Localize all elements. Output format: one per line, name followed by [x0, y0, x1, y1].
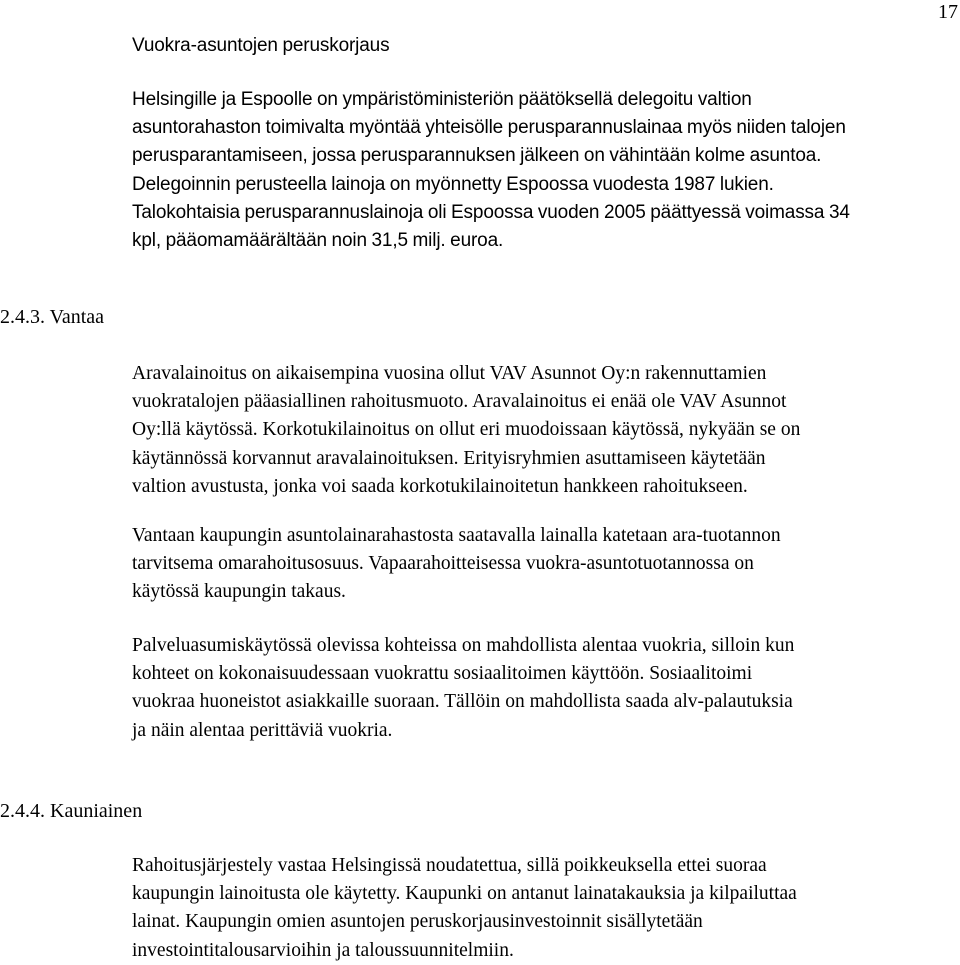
text-line: käytössä kaupungin takaus. [132, 581, 346, 603]
text-line: käytännössä korvannut aravalainoituksen. Erityisryhmien asuttamiseen käytetään [132, 447, 766, 469]
text-line: vuokraa huoneistot asiakkaille suoraan. Tällöin on mahdollista saada alv-palautuksia [132, 691, 793, 713]
section-title-renovation: Vuokra-asuntojen peruskorjaus [132, 35, 390, 56]
vantaa-paragraph-2 [132, 522, 958, 607]
text-line: lainat. Kaupungin omien asuntojen peruskorjausinvestoinnit sisällytetään [132, 911, 703, 933]
text-line: Aravalainoitus on aikaisempina vuosina ollut VAV Asunnot Oy:n rakennuttamien [132, 363, 767, 384]
text-line: Oy:llä käytössä. Korkotukilainoitus on ollut eri muodoissaan käytössä, nykyään se on [132, 419, 801, 441]
text-line: tarvitsema omarahoitusosuus. Vapaarahoitteisessa vuokra-asuntotuotannossa on [132, 553, 754, 575]
kauniainen-paragraph-1 [132, 852, 958, 965]
text-line: asuntorahaston toimivalta myöntää yhteisölle perusparannuslainaa myös niiden talojen [132, 117, 846, 139]
text-line: Helsingille ja Espoolle on ympäristöministeriön päätöksellä delegoitu valtion [132, 89, 752, 110]
text-line: Talokohtaisia perusparannuslainoja oli Espoossa vuoden 2005 päättyessä voimassa 34 [132, 201, 850, 223]
text-line: kaupungin lainoitusta ole käytetty. Kaupunki on antanut lainatakauksia ja kilpailuttaa [132, 883, 797, 905]
text-line: ja näin alentaa perittäviä vuokria. [132, 719, 393, 741]
text-line: kohteet on kokonaisuudessaan vuokrattu sosiaalitoimen käyttöön. Sosiaalitoimi [132, 663, 753, 685]
text-line: Vantaan kaupungin asuntolainarahastosta saatavalla lainalla katetaan ara-tuotannon [132, 525, 781, 546]
renovation-paragraph [132, 86, 958, 255]
text-line: valtion avustusta, jonka voi saada korkotukilainoitetun hankkeen rahoitukseen. [132, 475, 748, 497]
text-line: perusparantamiseen, jossa perusparannuksen jälkeen on vähintään kolme asuntoa. [132, 145, 822, 167]
text-line: kpl, pääomamäärältään noin 31,5 milj. euroa. [132, 230, 504, 252]
text-line: investointitalousarvioihin ja taloussuunnitelmiin. [132, 939, 514, 961]
text-line: Delegoinnin perusteella lainoja on myönnetty Espoossa vuodesta 1987 lukien. [132, 173, 774, 195]
text-line: Palveluasumiskäytössä olevissa kohteissa on mahdollista alentaa vuokria, silloin kun [132, 635, 795, 656]
page-number: 17 [938, 1, 958, 23]
text-line: vuokratalojen pääasiallinen rahoitusmuoto. Aravalainoitus ei enää ole VAV Asunnot [132, 391, 787, 413]
section-heading-vantaa: 2.4.3. Vantaa [0, 306, 105, 328]
vantaa-paragraph-3 [132, 632, 958, 745]
vantaa-paragraph-1 [132, 360, 958, 501]
section-heading-kauniainen: 2.4.4. Kauniainen [0, 800, 143, 822]
text-line: Rahoitusjärjestely vastaa Helsingissä noudatettua, sillä poikkeuksella ettei suoraa [132, 855, 767, 876]
